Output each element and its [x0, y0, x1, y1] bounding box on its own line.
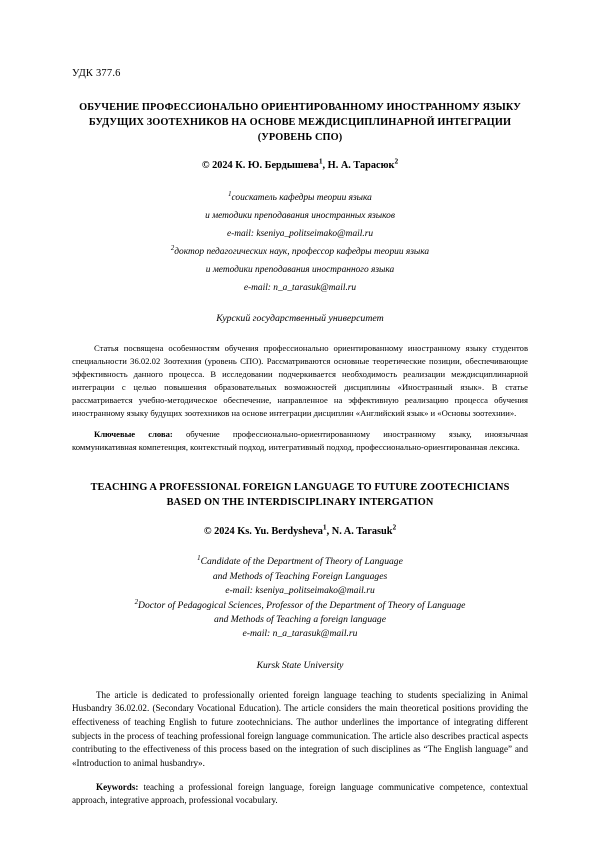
english-author-marker-2: 2 — [392, 523, 397, 532]
english-affiliation-2-line-2: and Methods of Teaching a foreign language — [214, 613, 386, 625]
affiliation-2-role: доктор педагогических наук, профессор кафедры теории языка — [174, 247, 430, 258]
udc-code: УДК 377.6 — [72, 68, 121, 79]
russian-authors-first: © 2024 К. Ю. Бердышева — [201, 159, 319, 171]
russian-affiliation-2-line-2: и методики преподавания иностранного языка — [205, 265, 395, 276]
english-keywords — [72, 781, 528, 808]
author-marker-2: 2 — [394, 156, 399, 166]
russian-authors-second: , Н. А. Тарасюк — [322, 159, 395, 171]
affiliation-1-role: соискатель кафедры теории языка — [231, 192, 372, 203]
english-affiliation-2-email[interactable]: e-mail: n_a_tarasuk@mail.ru — [242, 628, 358, 640]
russian-affiliations — [72, 191, 528, 296]
english-title: TEACHING A PROFESSIONAL FOREIGN LANGUAGE TO FUTURE ZOOTECHICIANS BASED ON THE INTERDISCIPLINARY INTERGATION — [90, 481, 510, 508]
russian-keywords-text: обучение профессионально-ориентированному иностранному языку, иноязычная коммуникативная компетенция, контекстный подход, интегративный подход, профессионально-ориентированная лексика. — [72, 428, 528, 452]
english-affiliation-1-email[interactable]: e-mail: kseniya_politseimako@mail.ru — [225, 585, 375, 597]
english-authors — [72, 523, 528, 538]
russian-abstract: Статья посвящена особенностям обучения профессионально ориентированному иностранному языку студентов специальности 36.02.02 Зоотехния (уровень СПО). Рассматриваются основные теоретические позиции, обеспечивающие эффективность данного процесса. В исследовании подчеркивается необходимость реализации междисциплинарной интеграции с целью повышения образовательных возможностей дисциплины «Иностранный язык». В статье рассматривается учебно-методическое обеспечение, направленное на эффективную реализацию процесса обучения иностранному языку будущих зоотехников на основе интеграции дисциплин «Английский язык» и «Основы зоотехнии». — [72, 343, 528, 418]
russian-keywords — [72, 428, 528, 454]
english-affiliation-1-line-1 — [72, 555, 528, 569]
russian-affiliation-1-line-2: и методики преподавания иностранных языков — [205, 210, 395, 221]
english-authors-first: © 2024 Ks. Yu. Berdysheva — [203, 526, 323, 538]
russian-affiliation-1-email[interactable]: e-mail: kseniya_politseimako@mail.ru — [226, 228, 374, 239]
english-affiliation-1-role: Candidate of the Department of Theory of Language — [200, 556, 403, 568]
english-keywords-text: teaching a professional foreign language, foreign language communicative competence, contextual approach, integrative approach, professional vocabulary. — [72, 781, 528, 806]
english-affiliation-1-line-2: and Methods of Teaching Foreign Languages — [212, 570, 388, 582]
russian-affiliation-2-line-1 — [72, 245, 528, 259]
english-keywords-label: Keywords: — [96, 781, 139, 792]
english-university: Kursk State University — [256, 659, 344, 671]
english-authors-second: , N. A. Tarasuk — [326, 526, 393, 538]
russian-affiliation-1-line-1 — [72, 191, 528, 205]
affiliation-marker-2: 2 — [170, 244, 175, 252]
affiliation-marker-1: 1 — [228, 190, 232, 198]
english-affiliation-marker-2: 2 — [134, 598, 139, 606]
english-affiliation-2-line-1 — [72, 599, 528, 613]
english-affiliations — [72, 555, 528, 641]
author-marker-1: 1 — [318, 156, 323, 166]
russian-keywords-label: Ключевые слова: — [94, 428, 173, 439]
russian-affiliation-2-email[interactable]: e-mail: n_a_tarasuk@mail.ru — [243, 283, 357, 294]
english-affiliation-marker-1: 1 — [197, 555, 201, 563]
russian-university: Курский государственный университет — [216, 313, 384, 325]
russian-authors — [72, 156, 528, 171]
english-author-marker-1: 1 — [322, 523, 327, 532]
english-abstract: The article is dedicated to professionally oriented foreign language teaching to students specializing in Animal Husbandry 36.02.02. (Secondary Vocational Education). The article considers the main theoretical positions providing the effectiveness of teaching English to future zootechnicians. The author underlines the importance of integrating different subjects in the process of teaching professional foreign language communication. The article also describes practical aspects contributing to the effectiveness of this process based on the integration of such disciplines as “The English language” and «Introduction to animal husbandry». — [72, 689, 528, 768]
russian-title: ОБУЧЕНИЕ ПРОФЕССИОНАЛЬНО ОРИЕНТИРОВАННОМУ ИНОСТРАННОМУ ЯЗЫКУ БУДУЩИХ ЗООТЕХНИКОВ НА ОСНОВЕ МЕЖДИСЦИПЛИНАРНОЙ ИНТЕГРАЦИИ (УРОВЕНЬ СПО) — [79, 102, 521, 143]
english-affiliation-2-role: Doctor of Pedagogical Sciences, Professor of the Department of Theory of Language — [138, 599, 466, 611]
